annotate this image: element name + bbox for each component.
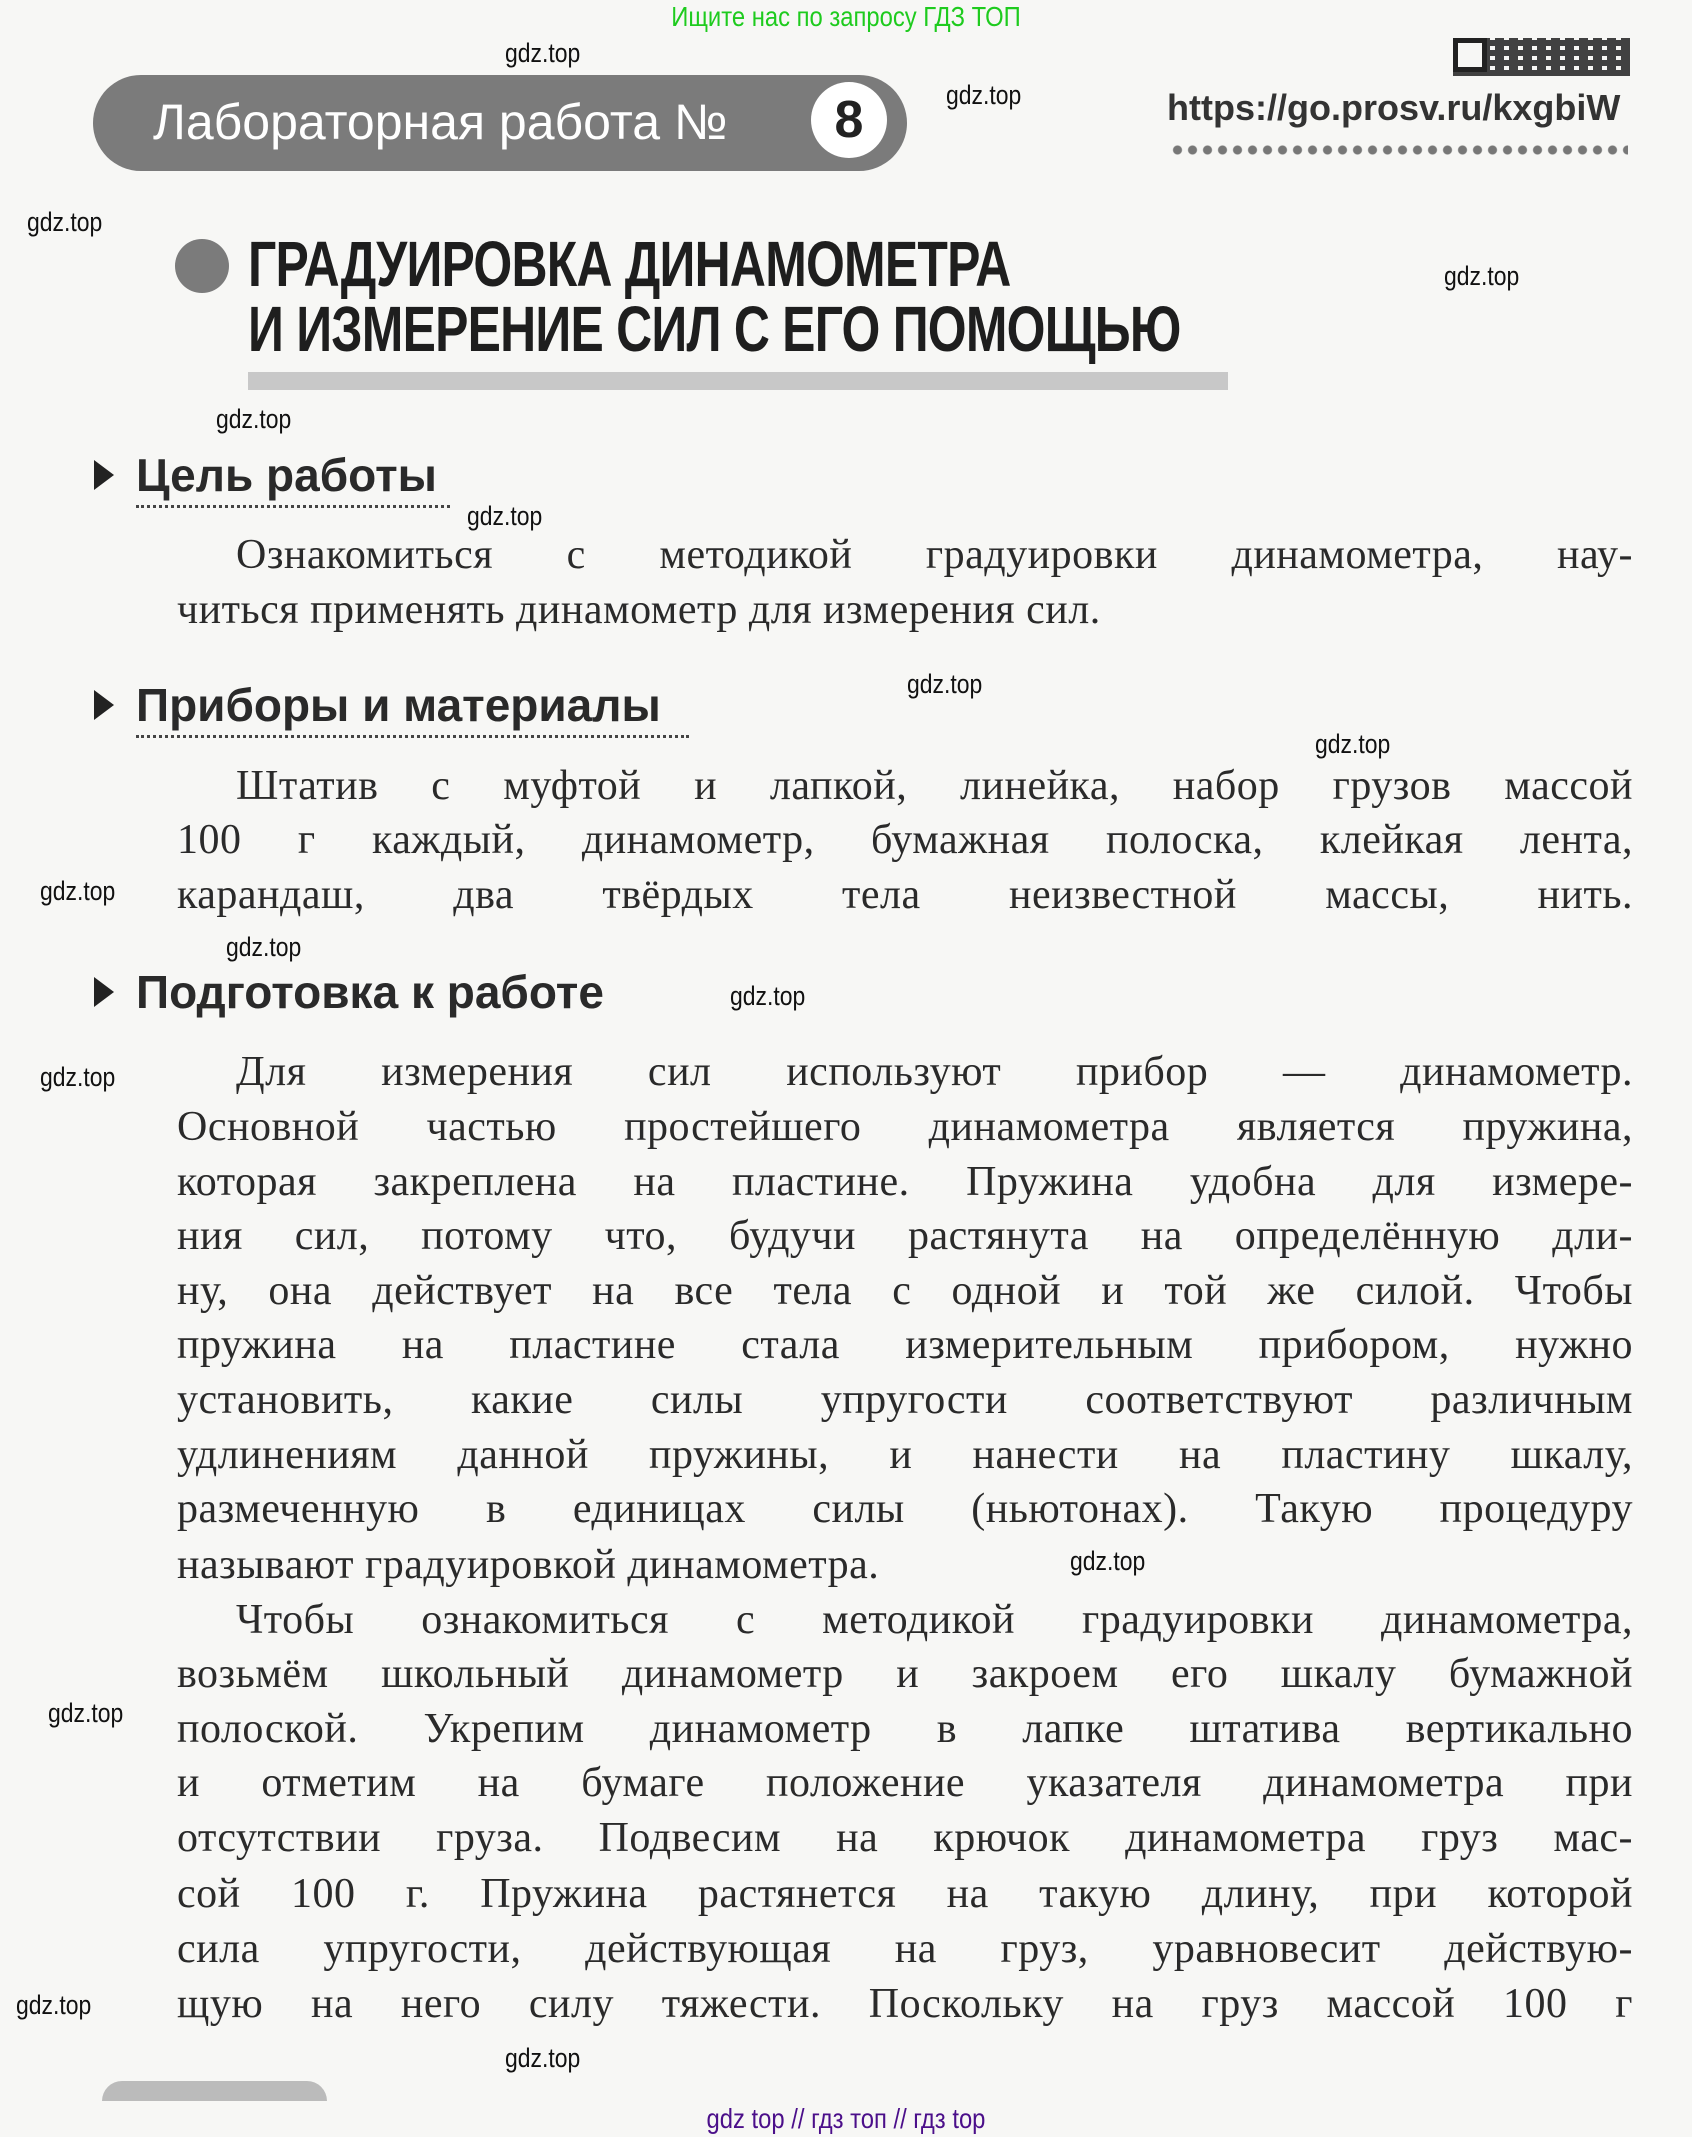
paragraph-line: удлинениям данной пружины, и нанести на пластину шкалу, [177,1432,1633,1478]
top-banner: Ищите нас по запросу ГДЗ ТОП [671,1,1021,32]
watermark: gdz.top [505,2043,581,2073]
triangle-bullet-icon [94,690,114,720]
paragraph-line: которая закреплена на пластине. Пружина удобна для измере- [177,1159,1633,1205]
section-heading-goal: Цель работы [136,449,437,501]
paragraph-line: сила упругости, действующая на груз, уравновесит действую- [177,1926,1633,1972]
watermark: gdz.top [16,1990,92,2020]
watermark: gdz.top [40,876,116,906]
paragraph-line: щую на него силу тяжести. Поскольку на груз массой 100 г [177,1981,1633,2027]
paragraph-line: установить, какие силы упругости соответствуют различным [177,1377,1633,1423]
paragraph-line: 100 г каждый, динамометр, бумажная полоска, клейкая лента, [177,817,1633,863]
title-line-1: ГРАДУИРОВКА ДИНАМОМЕТРА [248,228,1011,300]
paragraph-line: размеченную в единицах силы (ньютонах). Такую процедуру [177,1486,1633,1532]
heading-underline [136,735,689,738]
triangle-bullet-icon [94,460,114,490]
lab-label: Лабораторная работа № [153,94,728,150]
paragraph-line: Ознакомиться с методикой градуировки динамометра, нау- [236,532,1633,578]
paragraph-line: и отметим на бумаге положение указателя динамометра при [177,1760,1633,1806]
page-footer-tab [102,2081,327,2101]
title-line-2: И ИЗМЕРЕНИЕ СИЛ С ЕГО ПОМОЩЬЮ [248,293,1181,365]
triangle-bullet-icon [94,977,114,1007]
watermark: gdz.top [1070,1546,1146,1576]
paragraph-line: Основной частью простейшего динамометра является пружина, [177,1104,1633,1150]
watermark: gdz.top [946,80,1022,110]
paragraph-line: пружина на пластине стала измерительным прибором, нужно [177,1322,1633,1368]
paragraph-line: Для измерения сил используют прибор — динамометр. [236,1049,1633,1095]
watermark: gdz.top [505,38,581,68]
watermark: gdz.top [1444,261,1520,291]
watermark: gdz.top [907,669,983,699]
watermark: gdz.top [216,404,292,434]
paragraph-line: называют градуировкой динамометра. [177,1542,880,1588]
paragraph-line: ну, она действует на все тела с одной и той же силой. Чтобы [177,1268,1633,1314]
paragraph-line: возьмём школьный динамометр и закроем его шкалу бумажной [177,1651,1633,1697]
dotted-divider [1170,144,1628,156]
resource-link[interactable]: https://go.prosv.ru/kxgbiW [1167,87,1621,128]
watermark: gdz.top [48,1698,124,1728]
heading-underline [136,505,450,508]
watermark: gdz.top [1315,729,1391,759]
paragraph-line: карандаш, два твёрдых тела неизвестной массы, нить. [177,872,1633,918]
section-heading-equipment: Приборы и материалы [136,679,661,731]
bottom-banner: gdz top // гдз топ // гдз top [706,2103,986,2134]
paragraph-line: отсутствии груза. Подвесим на крючок динамометра груз мас- [177,1815,1633,1861]
watermark: gdz.top [27,207,103,237]
watermark: gdz.top [730,981,806,1011]
section-heading-preparation: Подготовка к работе [136,966,604,1018]
qr-finder-icon [1453,38,1487,72]
watermark: gdz.top [40,1062,116,1092]
paragraph-line: читься применять динамометр для измерения сил. [177,587,1101,633]
watermark: gdz.top [226,932,302,962]
paragraph-line: Чтобы ознакомиться с методикой градуировки динамометра, [236,1597,1633,1643]
title-underband [248,372,1228,390]
paragraph-line: сой 100 г. Пружина растянется на такую длину, при которой [177,1871,1633,1917]
paragraph-line: полоской. Укрепим динамометр в лапке штатива вертикально [177,1706,1633,1752]
paragraph-line: ния сил, потому что, будучи растянута на определённую дли- [177,1213,1633,1259]
watermark: gdz.top [467,501,543,531]
paragraph-line: Штатив с муфтой и лапкой, линейка, набор грузов массой [236,763,1633,809]
lab-number: 8 [811,82,887,158]
title-bullet-icon [175,239,229,293]
